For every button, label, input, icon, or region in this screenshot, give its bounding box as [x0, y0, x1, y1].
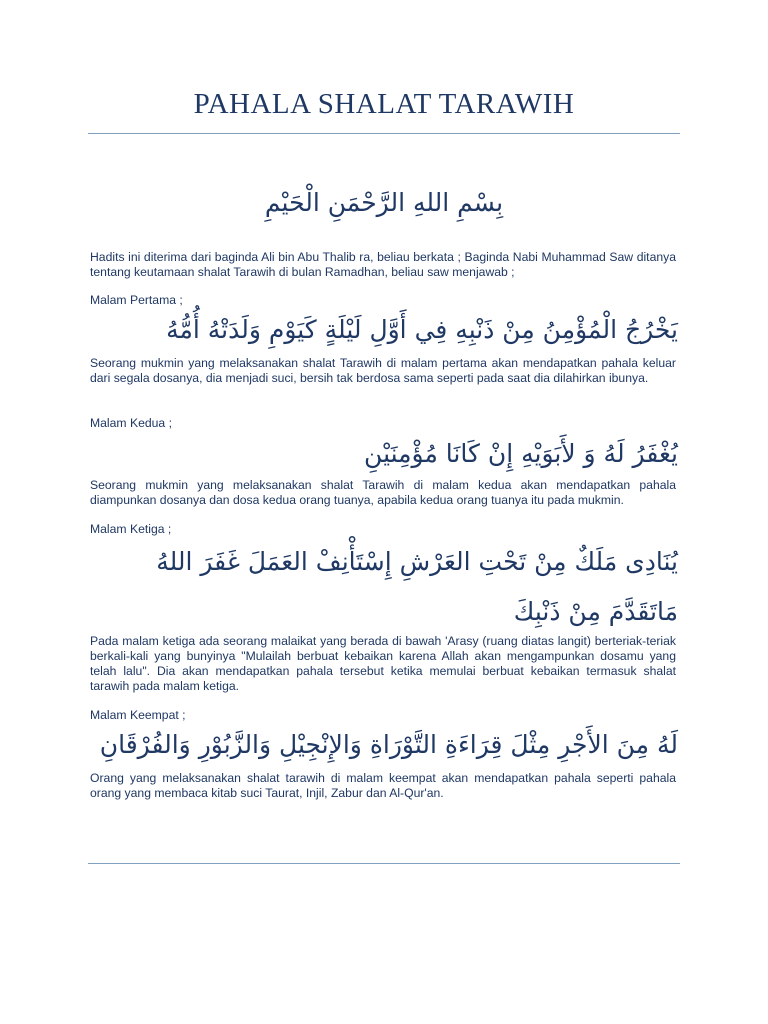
section-text-malam-pertama: Seorang mukmin yang melaksanakan shalat Tarawih di malam pertama akan mendapatkan pahala keluar dari segala dosanya, dia menjadi suci, bersih tak berdosa sama seperti pada saat dia dilahirkan ibunya.: [90, 356, 676, 385]
section-arabic-malam-keempat: لَهُ مِنَ الأَجْرِ مِثْلَ قِرَاءَةِ التَّوْرَاةِ وَالإِنْجِيْلِ وَالزَّبُوْرِ وَالفُرْقَانِ: [99, 730, 678, 759]
section-label-malam-ketiga: Malam Ketiga ;: [90, 522, 172, 536]
section-label-malam-pertama: Malam Pertama ;: [90, 293, 183, 307]
section-label-malam-kedua: Malam Kedua ;: [90, 416, 172, 430]
title-divider: [88, 133, 680, 134]
section-text-malam-ketiga: Pada malam ketiga ada seorang malaikat yang berada di bawah 'Arasy (ruang diatas langit) berteriak-teriak berkali-kali yang bunyinya "Mulailah berbuat kebaikan karena Allah akan mengampunkan dosamu yang telah lalu". Dia akan mendapatkan pahala tersebut ketika memulai berbuat kebaikan termasuk shalat tarawih pada malam ketiga.: [90, 634, 676, 693]
section-arabic-malam-ketiga: يُنَادِى مَلَكٌ مِنْ تَحْتِ العَرْشِ إِسْتَأْنِفْ العَمَلَ غَفَرَ اللهُ مَاتَقَدَّمَ مِنْ ذَنْبِكَ: [156, 547, 678, 626]
section-arabic-malam-pertama: يَخْرُجُ الْمُؤْمِنُ مِنْ ذَنْبِهِ فِي أَوَّلِ لَيْلَةٍ كَيَوْمِ وَلَدَتْهُ أُمُّهُ: [166, 315, 678, 344]
page-title: PAHALA SHALAT TARAWIH: [193, 88, 575, 120]
section-label-malam-keempat: Malam Keempat ;: [90, 708, 186, 722]
section-text-malam-keempat: Orang yang melaksanakan shalat tarawih di malam keempat akan mendapatkan pahala seperti pahala orang yang membaca kitab suci Taurat, Injil, Zabur dan Al-Qur'an.: [90, 771, 676, 800]
section-arabic-malam-kedua: يُغْفَرُ لَهُ وَ لأَبَوَيْهِ إِنْ كَانَا مُؤْمِنَيْنِ: [364, 439, 678, 468]
footer-divider: [88, 863, 680, 864]
basmala-text: بِسْمِ اللهِ الرَّحْمَنِ الْحَيْمِ: [264, 188, 504, 217]
section-text-malam-kedua: Seorang mukmin yang melaksanakan shalat Tarawih di malam kedua akan mendapatkan pahala diampunkan dosanya dan dosa kedua orang tuanya, apabila kedua orang tuanya itu pada mukmin.: [90, 478, 676, 507]
intro-paragraph: Hadits ini diterima dari baginda Ali bin Abu Thalib ra, beliau berkata ; Baginda Nabi Muhammad Saw ditanya tentang keutamaan shalat Tarawih di bulan Ramadhan, beliau saw menjawab ;: [90, 250, 676, 279]
